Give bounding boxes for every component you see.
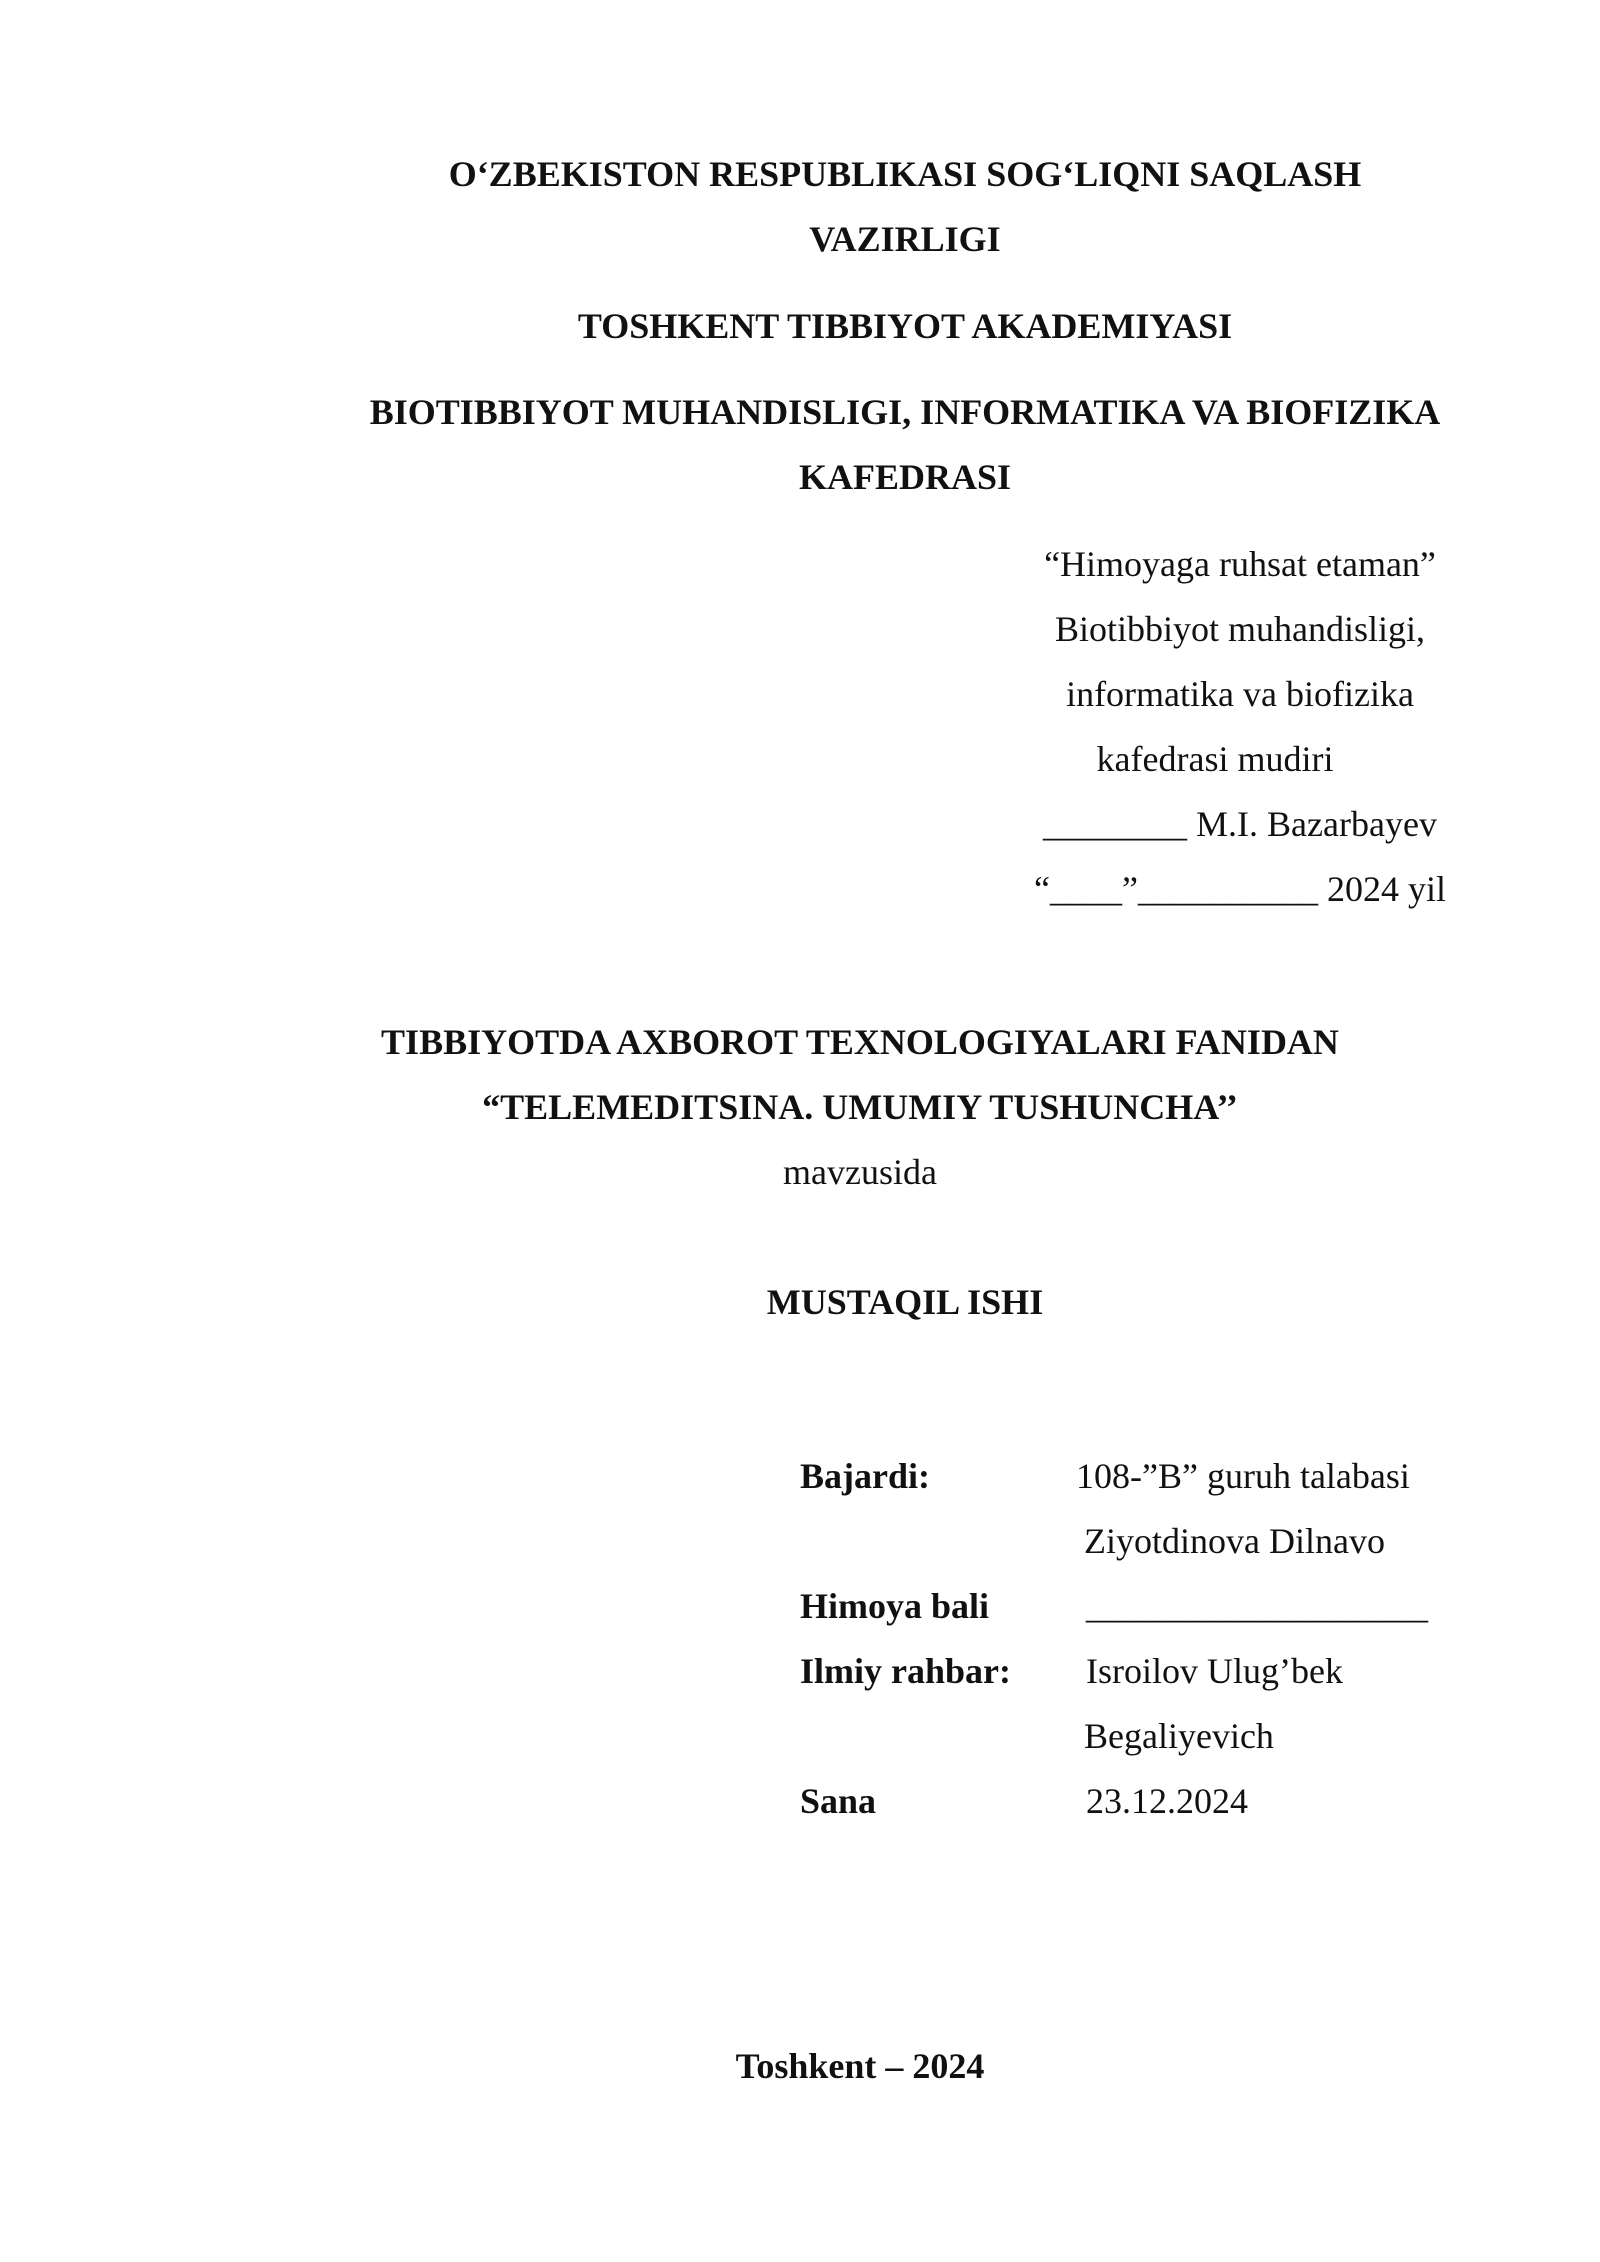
performed-value-line2: Ziyotdinova Dilnavo — [1084, 1521, 1385, 1561]
department-title-line1: BIOTIBBIYOT MUHANDISLIGI, INFORMATIKA VA BIOFIZIKA — [369, 392, 1441, 432]
department-title-line2: KAFEDRASI — [798, 457, 1012, 497]
grade-label: Himoya bali — [800, 1586, 990, 1626]
supervisor-value-line1: Isroilov Ulug’bek — [1086, 1651, 1343, 1691]
academy-title: TOSHKENT TIBBIYOT AKADEMIYASI — [577, 306, 1233, 346]
approval-line2: Biotibbiyot muhandisligi, — [1054, 609, 1426, 649]
footer-city-year: Toshkent – 2024 — [735, 2046, 985, 2086]
approval-line4: kafedrasi mudiri — [1096, 739, 1334, 779]
topic-line2: “TELEMEDITSINA. UMUMIY TUSHUNCHA’’ — [482, 1087, 1238, 1127]
ministry-title-line1: O‘ZBEKISTON RESPUBLIKASI SOG‘LIQNI SAQLASH — [448, 154, 1362, 194]
work-type-title: MUSTAQIL ISHI — [766, 1282, 1044, 1322]
grade-value: ___________________ — [1086, 1586, 1428, 1626]
approval-date-line: “____”__________ 2024 yil — [1034, 869, 1446, 909]
approval-signature-line: ________ M.I. Bazarbayev — [1043, 804, 1437, 844]
date-label: Sana — [800, 1781, 877, 1821]
performed-label: Bajardi: — [800, 1456, 930, 1496]
date-value: 23.12.2024 — [1086, 1781, 1248, 1821]
approval-line3: informatika va biofizika — [1066, 674, 1414, 714]
topic-line1: TIBBIYOTDA AXBOROT TEXNOLOGIYALARI FANIDAN — [381, 1022, 1339, 1062]
supervisor-label: Ilmiy rahbar: — [800, 1651, 1011, 1691]
ministry-title-line2: VAZIRLIGI — [809, 219, 1001, 259]
supervisor-value-line2: Begaliyevich — [1084, 1716, 1274, 1756]
approval-line1: “Himoyaga ruhsat etaman” — [1044, 544, 1436, 584]
performed-value-line1: 108-”B” guruh talabasi — [1076, 1456, 1410, 1496]
topic-line3: mavzusida — [783, 1152, 937, 1192]
